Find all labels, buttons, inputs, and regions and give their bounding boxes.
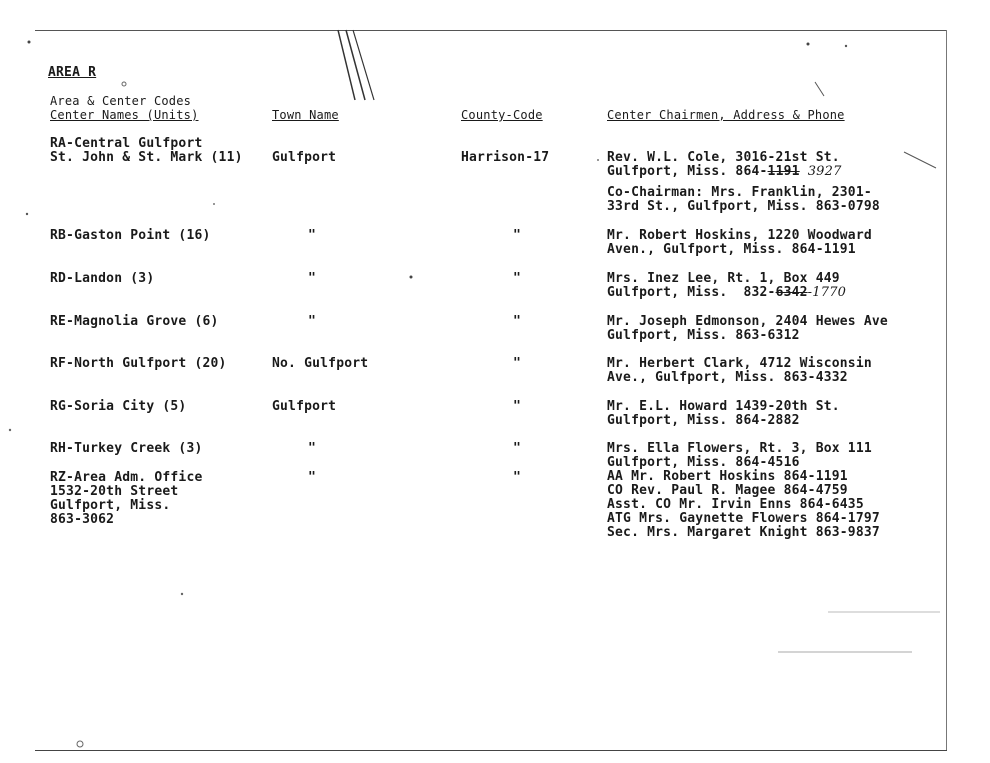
town-ditto: ": [308, 470, 317, 485]
chairman-line2: Gulfport, Miss. 864-2882: [607, 413, 800, 428]
town-name: Gulfport: [272, 150, 337, 165]
center-code: RB-Gaston Point (16): [50, 228, 211, 243]
chairman-line2: Aven., Gulfport, Miss. 864-1191: [607, 242, 856, 257]
county-ditto: ": [513, 470, 522, 485]
county-code: Harrison-17: [461, 150, 550, 165]
county-ditto: ": [513, 271, 522, 286]
center-code: RD-Landon (3): [50, 271, 155, 286]
chairman-line2: Ave., Gulfport, Miss. 863-4332: [607, 370, 848, 385]
county-ditto: ": [513, 228, 522, 243]
chairman-line1: Mr. Joseph Edmonson, 2404 Hewes Ave: [607, 314, 888, 329]
chairman-line2: Gulfport, Miss. 864-4516: [607, 455, 800, 470]
county-ditto: ": [513, 441, 522, 456]
chairman-line2: Gulfport, Miss. 864-1191 3927: [607, 164, 842, 179]
header-codes-line1: Area & Center Codes: [50, 94, 192, 108]
office-line2: 1532-20th Street: [50, 484, 179, 499]
chairman-line1: Mr. E.L. Howard 1439-20th St.: [607, 399, 840, 414]
chairman-line1: Mrs. Ella Flowers, Rt. 3, Box 111: [607, 441, 872, 456]
office-line4: 863-3062: [50, 512, 115, 527]
header-county: County-Code: [461, 108, 543, 122]
co-chairman-line1: Co-Chairman: Mrs. Franklin, 2301-: [607, 185, 872, 200]
staff-line: ATG Mrs. Gaynette Flowers 864-1797: [607, 511, 880, 526]
area-label: AREA R: [48, 65, 97, 80]
header-chairmen: Center Chairmen, Address & Phone: [607, 108, 845, 122]
header-codes-line2: Center Names (Units): [50, 108, 199, 122]
center-code: RE-Magnolia Grove (6): [50, 314, 219, 329]
chairman-line1: Mr. Robert Hoskins, 1220 Woodward: [607, 228, 872, 243]
center-code: RH-Turkey Creek (3): [50, 441, 203, 456]
co-chairman-line2: 33rd St., Gulfport, Miss. 863-0798: [607, 199, 880, 214]
chairman-line2: Gulfport, Miss. 832-6342-1770: [607, 285, 847, 300]
staff-line: CO Rev. Paul R. Magee 864-4759: [607, 483, 848, 498]
staff-line: Sec. Mrs. Margaret Knight 863-9837: [607, 525, 880, 540]
town-ditto: ": [308, 271, 317, 286]
town-name: No. Gulfport: [272, 356, 369, 371]
town-name: Gulfport: [272, 399, 337, 414]
center-name: St. John & St. Mark (11): [50, 150, 243, 165]
county-ditto: ": [513, 356, 522, 371]
town-ditto: ": [308, 314, 317, 329]
center-code: RF-North Gulfport (20): [50, 356, 227, 371]
chairman-line1: Mr. Herbert Clark, 4712 Wisconsin: [607, 356, 872, 371]
header-town: Town Name: [272, 108, 339, 122]
chairman-line1: Rev. W.L. Cole, 3016-21st St.: [607, 150, 840, 165]
office-line3: Gulfport, Miss.: [50, 498, 171, 513]
staff-line: Asst. CO Mr. Irvin Enns 864-6435: [607, 497, 864, 512]
county-ditto: ": [513, 314, 522, 329]
center-code: RA-Central Gulfport: [50, 136, 203, 151]
town-ditto: ": [308, 228, 317, 243]
town-ditto: ": [308, 441, 317, 456]
center-code: RG-Soria City (5): [50, 399, 187, 414]
office-line1: RZ-Area Adm. Office: [50, 470, 203, 485]
chairman-line1: Mrs. Inez Lee, Rt. 1, Box 449: [607, 271, 840, 286]
county-ditto: ": [513, 399, 522, 414]
staff-line: AA Mr. Robert Hoskins 864-1191: [607, 469, 848, 484]
chairman-line2: Gulfport, Miss. 863-6312: [607, 328, 800, 343]
